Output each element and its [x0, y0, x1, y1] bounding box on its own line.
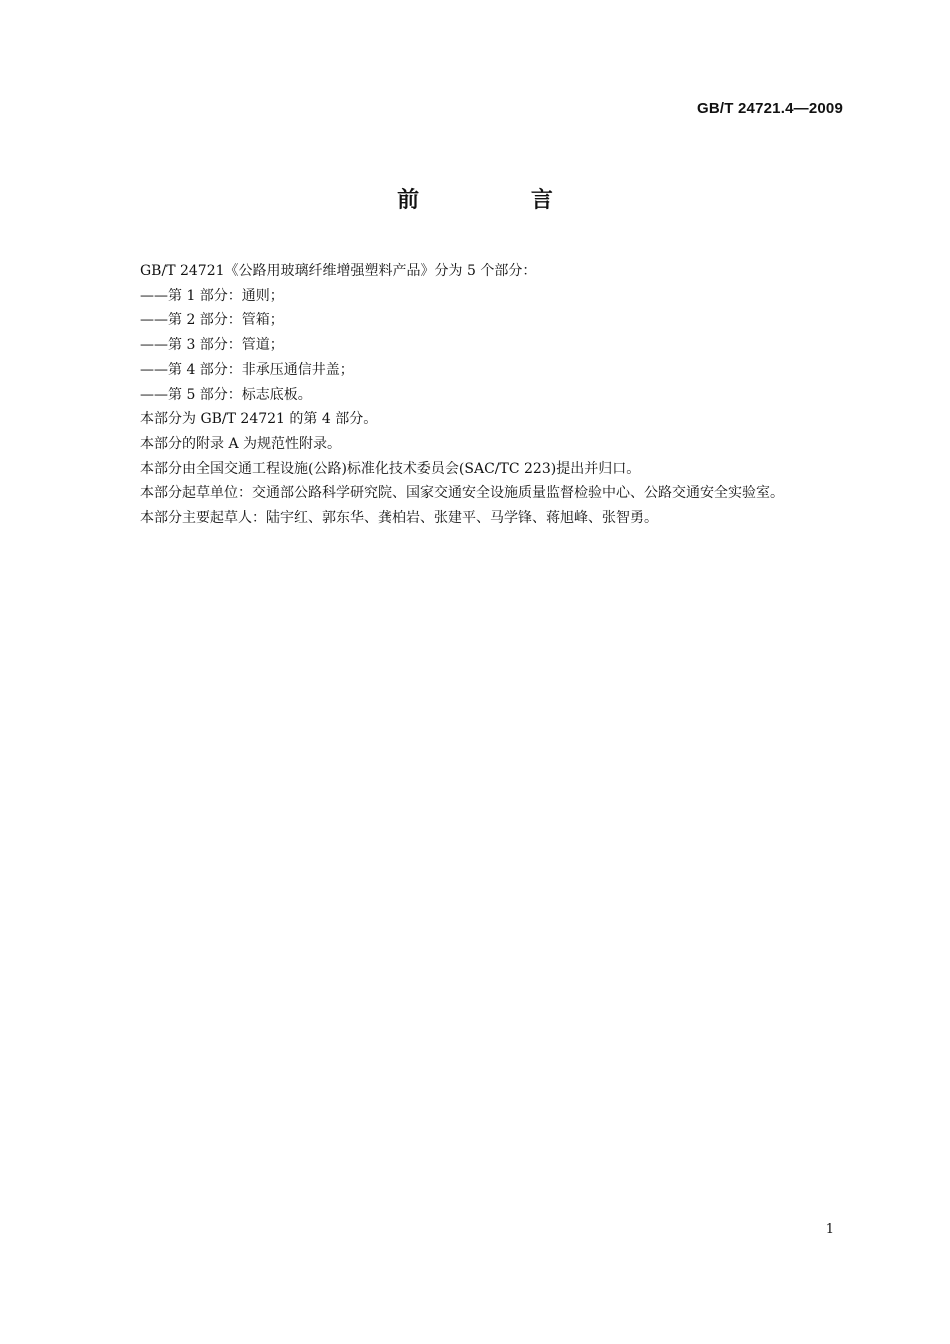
list-item: ——第 1 部分：通则； — [140, 287, 284, 304]
drafting-units-statement: 本部分起草单位：交通部公路科学研究院、国家交通安全设施质量监督检验中心、公路交通安全实验室。 — [140, 485, 784, 502]
list-item: ——第 4 部分：非承压通信井盖； — [140, 361, 354, 378]
foreword-body — [108, 259, 844, 531]
part-statement: 本部分为 GB/T 24721 的第 4 部分。 — [140, 411, 378, 428]
intro-paragraph: GB/T 24721《公路用玻璃纤维增强塑料产品》分为 5 个部分： — [140, 263, 537, 279]
list-item: ——第 2 部分：管箱； — [140, 312, 284, 329]
list-item: ——第 5 部分：标志底板。 — [140, 386, 312, 403]
annex-statement: 本部分的附录 A 为规范性附录。 — [140, 435, 342, 452]
page-number: 1 — [825, 1222, 834, 1237]
drafters-statement: 本部分主要起草人：陆宇红、郭东华、龚柏岩、张建平、马学锋、蒋旭峰、张智勇。 — [140, 510, 658, 527]
page-title: 前 言 — [397, 188, 605, 213]
parts-list — [108, 284, 844, 408]
proposer-statement: 本部分由全国交通工程设施(公路)标准化技术委员会(SAC/TC 223)提出并归口。 — [140, 460, 641, 477]
list-item: ——第 3 部分：管道； — [140, 337, 284, 354]
standard-number: GB/T 24721.4—2009 — [697, 100, 843, 117]
